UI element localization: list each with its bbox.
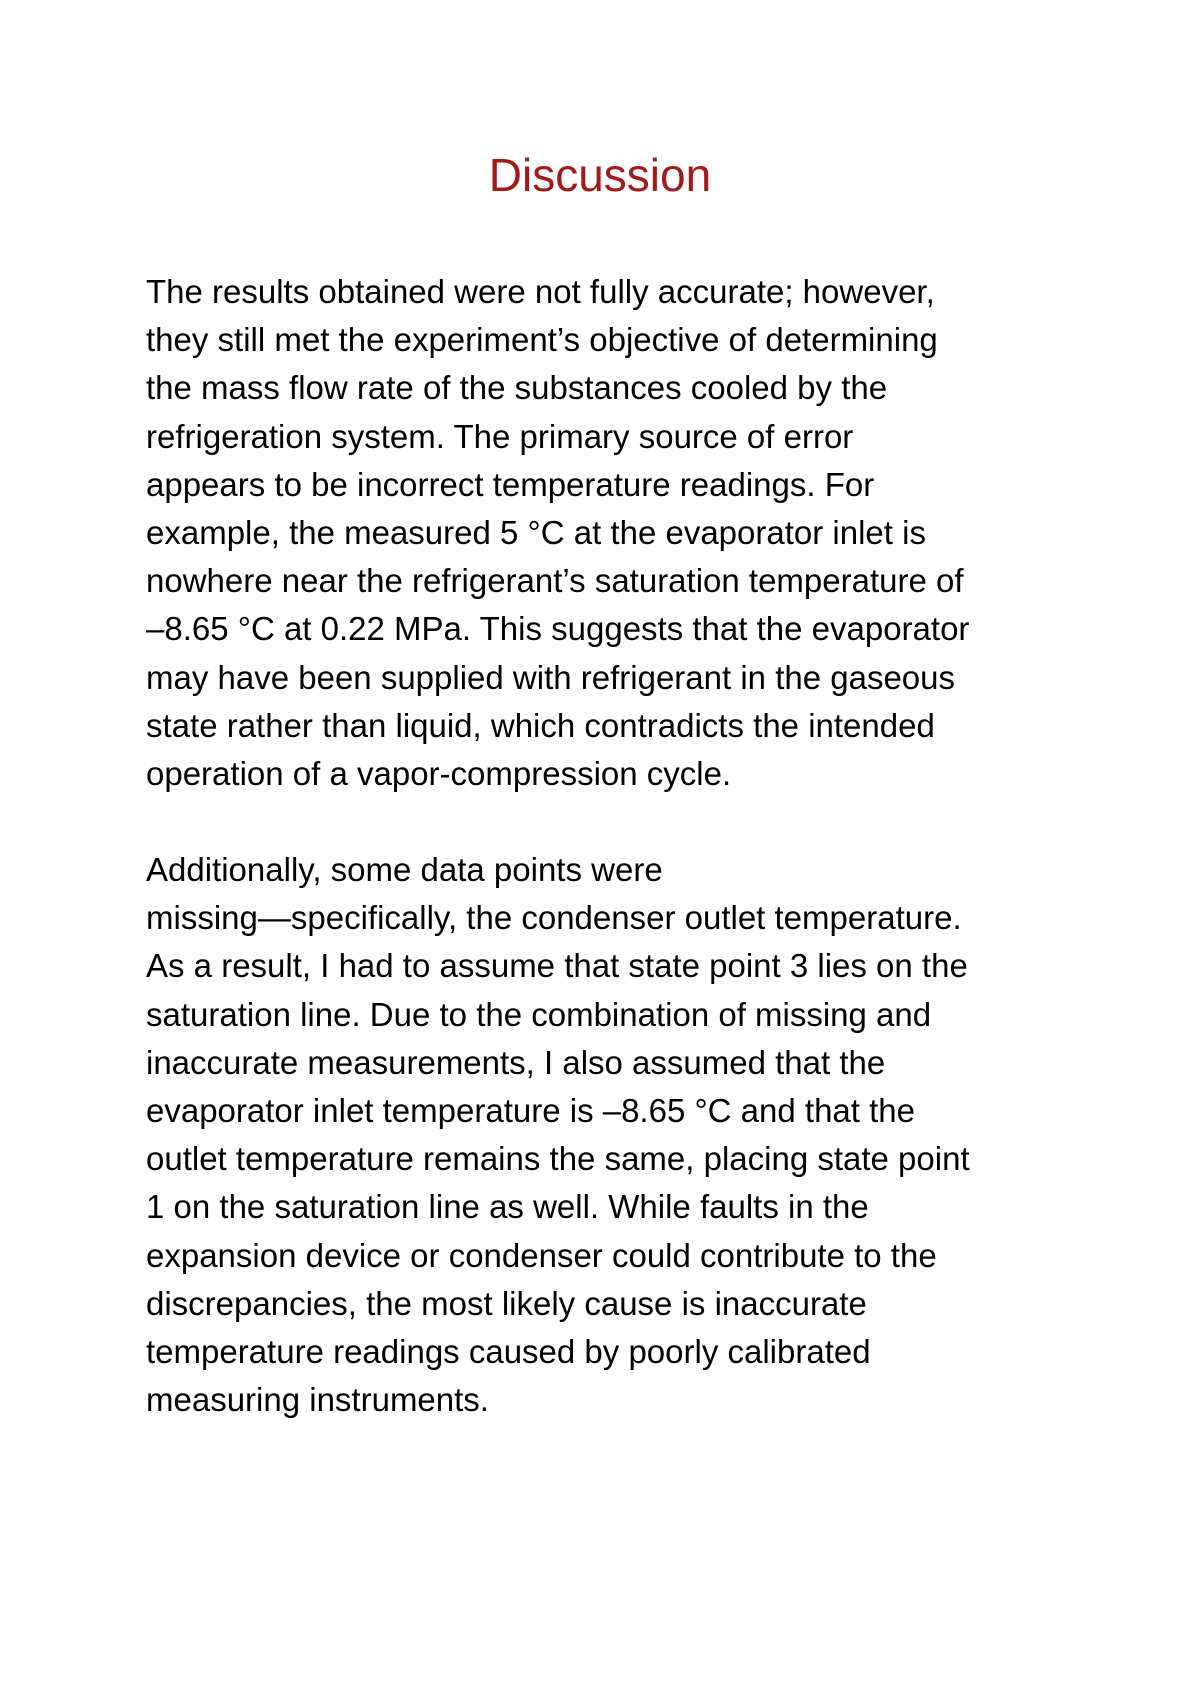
paragraph-line: saturation line. Due to the combination of missing and xyxy=(146,995,932,1033)
paragraph-line: operation of a vapor-compression cycle. xyxy=(146,755,732,793)
paragraph-line: state rather than liquid, which contradicts the intended xyxy=(146,706,935,744)
paragraph-line: they still met the experiment’s objective of determining xyxy=(146,321,938,359)
paragraph-line: expansion device or condenser could contribute to the xyxy=(146,1236,937,1274)
page-title: Discussion xyxy=(488,149,712,201)
paragraph-2 xyxy=(146,846,1076,1424)
paragraph-line: discrepancies, the most likely cause is inaccurate xyxy=(146,1284,867,1322)
paragraph-line: inaccurate measurements, I also assumed that the xyxy=(146,1043,886,1081)
paragraph-line: As a result, I had to assume that state point 3 lies on the xyxy=(146,947,968,985)
paragraph-line: The results obtained were not fully accurate; however, xyxy=(146,273,935,310)
paragraph-line: the mass flow rate of the substances cooled by the xyxy=(146,369,888,407)
paragraph-line: appears to be incorrect temperature readings. For xyxy=(146,465,875,503)
paragraph-line: 1 on the saturation line as well. While faults in the xyxy=(146,1188,869,1226)
paragraph-line: example, the measured 5 °C at the evaporator inlet is xyxy=(146,514,926,552)
paragraph-line: refrigeration system. The primary source of error xyxy=(146,417,854,455)
paragraph-line: temperature readings caused by poorly calibrated xyxy=(146,1333,871,1371)
paragraph-line: missing—specifically, the condenser outlet temperature. xyxy=(146,899,962,937)
paragraph-line: measuring instruments. xyxy=(146,1381,489,1419)
paragraph-line: nowhere near the refrigerant’s saturation temperature of xyxy=(146,562,964,600)
paragraph-1 xyxy=(146,268,1076,798)
paragraph-line: outlet temperature remains the same, placing state point xyxy=(146,1140,970,1178)
paragraph-line: evaporator inlet temperature is –8.65 °C and that the xyxy=(146,1092,915,1130)
paragraph-line: –8.65 °C at 0.22 MPa. This suggests that the evaporator xyxy=(146,610,970,648)
paragraph-line: may have been supplied with refrigerant in the gaseous xyxy=(146,658,955,696)
paragraph-line: Additionally, some data points were xyxy=(146,851,663,888)
